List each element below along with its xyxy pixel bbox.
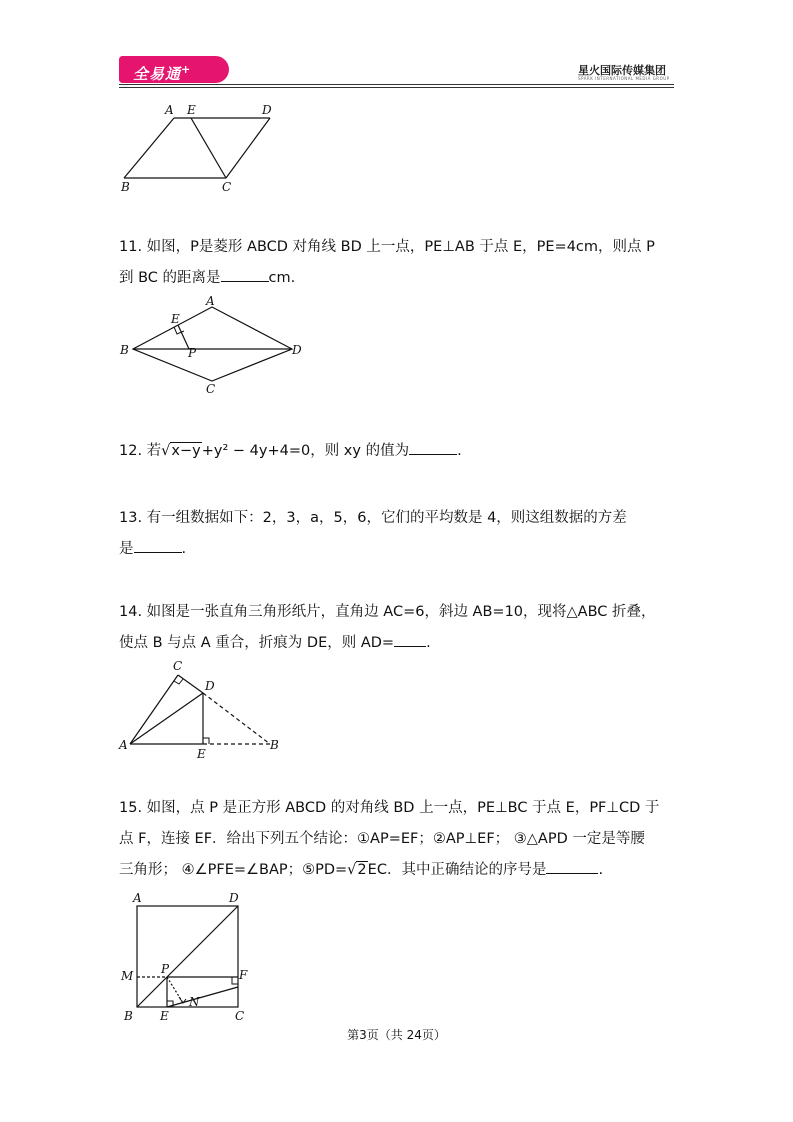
right-angle-mark-e bbox=[203, 738, 209, 744]
label-a: A bbox=[206, 294, 215, 308]
logo-text: 全易通 bbox=[133, 65, 182, 83]
label-c: C bbox=[222, 180, 232, 194]
question-11 bbox=[119, 232, 679, 294]
question-13-line-1 bbox=[119, 503, 679, 534]
label-f: F bbox=[239, 968, 248, 982]
question-12 bbox=[119, 436, 679, 467]
square-root: √x−y bbox=[161, 443, 201, 459]
segment-ad bbox=[130, 693, 203, 744]
rhombus-abcd bbox=[133, 307, 292, 381]
figure-right-triangle bbox=[115, 656, 290, 764]
label-p: P bbox=[188, 346, 197, 360]
label-b: B bbox=[121, 180, 130, 194]
question-text: 如图，点 P 是正方形 ABCD 的对角线 BD 上一点，PE⊥BC 于点 E，PF⊥CD 于 bbox=[146, 800, 660, 816]
question-11-line-1 bbox=[119, 232, 679, 263]
question-15 bbox=[119, 793, 679, 886]
segment-ec bbox=[191, 118, 226, 178]
segment-ab bbox=[124, 118, 174, 178]
answer-blank[interactable] bbox=[134, 536, 182, 553]
figure-square bbox=[115, 889, 260, 1024]
logo-plus: + bbox=[181, 63, 192, 76]
question-15-line-1 bbox=[119, 793, 679, 824]
label-a: A bbox=[133, 891, 142, 905]
square-root: √2 bbox=[347, 862, 367, 878]
question-number: 12. bbox=[119, 443, 143, 459]
question-text: EC．其中正确结论的序号是 bbox=[367, 862, 547, 878]
question-13-line-2 bbox=[119, 534, 679, 565]
label-b: B bbox=[270, 738, 279, 752]
right-angle-mark-f bbox=[232, 977, 238, 984]
brand-subtitle: SPARK INTERNATIONAL MEDIA GROUP bbox=[578, 76, 670, 81]
question-text: . bbox=[598, 862, 604, 878]
question-text: cm. bbox=[268, 270, 296, 286]
question-text: +y² − 4y+4=0，则 xy 的值为 bbox=[201, 443, 410, 459]
answer-blank[interactable] bbox=[409, 438, 457, 455]
page-footer: 第3页（共 24页） bbox=[347, 1028, 446, 1042]
label-b: B bbox=[124, 1009, 133, 1023]
question-text: 有一组数据如下：2，3，a，5，6，它们的平均数是 4，则这组数据的方差 bbox=[146, 510, 627, 526]
header-rule-bottom bbox=[119, 87, 674, 88]
label-d: D bbox=[292, 343, 302, 357]
question-number: 14. bbox=[119, 604, 143, 620]
question-text: . bbox=[181, 541, 187, 557]
answer-blank[interactable] bbox=[394, 630, 426, 647]
label-e: E bbox=[171, 312, 180, 326]
question-14 bbox=[119, 597, 679, 659]
label-d: D bbox=[205, 679, 215, 693]
question-text: 三角形； ④∠PFE=∠BAP；⑤PD= bbox=[119, 862, 348, 878]
question-number: 11. bbox=[119, 239, 143, 255]
segment-db-dashed bbox=[203, 693, 270, 744]
answer-blank[interactable] bbox=[546, 857, 598, 874]
label-b: B bbox=[120, 343, 129, 357]
label-e: E bbox=[187, 103, 196, 117]
question-text: 如图是一张直角三角形纸片，直角边 AC=6，斜边 AB=10，现将△ABC 折叠， bbox=[146, 604, 656, 620]
label-c: C bbox=[206, 382, 216, 396]
question-15-line-2 bbox=[119, 824, 679, 855]
question-14-line-2 bbox=[119, 628, 679, 659]
label-c: C bbox=[173, 659, 183, 673]
label-p: P bbox=[161, 962, 170, 976]
segment-ef bbox=[167, 987, 238, 1007]
brand-logo bbox=[119, 56, 229, 83]
question-11-line-2 bbox=[119, 263, 679, 294]
label-d: D bbox=[262, 103, 272, 117]
brand-name: 星火国际传媒集团 bbox=[578, 64, 666, 77]
question-text: 使点 B 与点 A 重合，折痕为 DE，则 AD= bbox=[119, 635, 395, 651]
question-text: 若 bbox=[146, 443, 162, 459]
question-15-line-3 bbox=[119, 855, 679, 886]
question-text: . bbox=[457, 443, 462, 459]
figure-parallelogram bbox=[110, 98, 290, 198]
label-a: A bbox=[165, 103, 174, 117]
label-d: D bbox=[229, 891, 239, 905]
answer-blank[interactable] bbox=[221, 265, 269, 282]
segment-cd bbox=[178, 675, 203, 693]
header-rule-top bbox=[119, 84, 674, 85]
question-text: 到 BC 的距离是 bbox=[119, 270, 221, 286]
question-text: 点 F，连接 EF．给出下列五个结论：①AP=EF；②AP⊥EF； ③△APD 一定是等腰 bbox=[119, 831, 645, 847]
label-e: E bbox=[160, 1009, 169, 1023]
label-a: A bbox=[119, 738, 128, 752]
question-text: 如图，P是菱形 ABCD 对角线 BD 上一点，PE⊥AB 于点 E，PE=4cm，则点 P bbox=[146, 239, 655, 255]
label-n: N bbox=[189, 995, 200, 1009]
label-c: C bbox=[235, 1009, 245, 1023]
figure-rhombus bbox=[115, 293, 315, 398]
question-number: 13. bbox=[119, 510, 143, 526]
question-number: 15. bbox=[119, 800, 143, 816]
radicand: 2 bbox=[357, 862, 367, 878]
radicand: x−y bbox=[171, 443, 201, 459]
segment-ac bbox=[130, 675, 178, 744]
segment-cd bbox=[226, 118, 270, 178]
question-13 bbox=[119, 503, 679, 565]
label-m: M bbox=[121, 969, 134, 983]
question-text: 是 bbox=[119, 541, 134, 557]
question-14-line-1 bbox=[119, 597, 679, 628]
label-e: E bbox=[197, 747, 206, 761]
question-text: . bbox=[426, 635, 431, 651]
